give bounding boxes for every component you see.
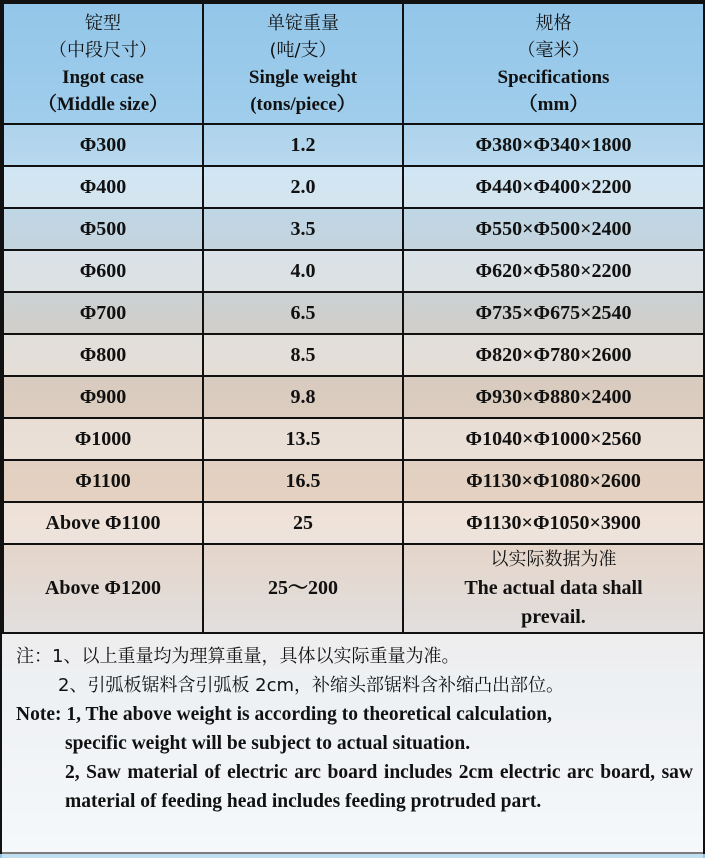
table-row bbox=[3, 502, 704, 544]
weight-cell: 1.2 bbox=[203, 124, 403, 166]
ingot-cell: Φ600 bbox=[3, 250, 203, 292]
spec-cell: Φ440×Φ400×2200 bbox=[403, 166, 704, 208]
header-text: (吨/支） bbox=[269, 39, 337, 61]
header-text: (tons/piece） bbox=[250, 93, 356, 115]
spec-cell: Φ820×Φ780×2600 bbox=[403, 334, 704, 376]
spec-cell: Φ1130×Φ1080×2600 bbox=[403, 460, 704, 502]
ingot-cell: Φ300 bbox=[3, 124, 203, 166]
spec-text: prevail. bbox=[521, 606, 586, 628]
ingot-cell: Φ400 bbox=[3, 166, 203, 208]
header-text: 锭型 bbox=[85, 12, 121, 34]
header-text: （中段尺寸） bbox=[49, 39, 157, 61]
spec-cell: Φ620×Φ580×2200 bbox=[403, 250, 704, 292]
header-text: （mm） bbox=[518, 93, 589, 115]
spec-text: 以实际数据为准 bbox=[490, 549, 617, 570]
note-en-1-cont: specific weight will be subject to actual situation. bbox=[65, 733, 471, 754]
weight-cell: 16.5 bbox=[203, 460, 403, 502]
spec-cell: Φ380×Φ340×1800 bbox=[403, 124, 704, 166]
ingot-cell: Above Φ1200 bbox=[3, 544, 203, 633]
header-text: 单锭重量 bbox=[267, 12, 339, 34]
ingot-cell: Φ1100 bbox=[3, 460, 203, 502]
note-cn-2: 2、引弧板锯料含引弧板 2cm，补缩头部锯料含补缩凸出部位。 bbox=[58, 675, 565, 696]
weight-cell: 8.5 bbox=[203, 334, 403, 376]
note-cn-1: 注：1、以上重量均为理算重量，具体以实际重量为准。 bbox=[16, 646, 460, 667]
spec-cell: Φ930×Φ880×2400 bbox=[403, 376, 704, 418]
table-row bbox=[3, 460, 704, 502]
header-single-weight bbox=[203, 3, 403, 124]
table-row bbox=[3, 334, 704, 376]
ingot-cell: Φ900 bbox=[3, 376, 203, 418]
weight-cell: 4.0 bbox=[203, 250, 403, 292]
header-text: Single weight bbox=[248, 66, 358, 88]
header-text: 规格 bbox=[535, 12, 572, 34]
note-en-1: Note: 1, The above weight is according to theoretical calculation, bbox=[16, 704, 553, 725]
table-row bbox=[3, 166, 704, 208]
header-ingot-case bbox=[3, 3, 203, 124]
spec-cell: Φ735×Φ675×2540 bbox=[403, 292, 704, 334]
table-row bbox=[3, 124, 704, 166]
table-header bbox=[3, 3, 704, 124]
ingot-cell: Φ700 bbox=[3, 292, 203, 334]
weight-cell: 25 bbox=[203, 502, 403, 544]
header-text: Specifications bbox=[497, 66, 610, 88]
spec-cell: Φ550×Φ500×2400 bbox=[403, 208, 704, 250]
header-text: （Middle size） bbox=[37, 93, 169, 115]
ingot-cell: Φ500 bbox=[3, 208, 203, 250]
weight-cell: 2.0 bbox=[203, 166, 403, 208]
note-en-2: 2, Saw material of electric arc board includes 2cm electric arc board, saw material of feeding head includes feeding protruded part. bbox=[65, 762, 693, 812]
table-row bbox=[3, 418, 704, 460]
weight-cell: 3.5 bbox=[203, 208, 403, 250]
spec-text: The actual data shall bbox=[464, 577, 643, 599]
weight-cell: 9.8 bbox=[203, 376, 403, 418]
weight-cell: 13.5 bbox=[203, 418, 403, 460]
table-row bbox=[3, 544, 704, 633]
header-specifications bbox=[403, 3, 704, 124]
ingot-cell: Above Φ1100 bbox=[3, 502, 203, 544]
spec-cell: Φ1130×Φ1050×3900 bbox=[403, 502, 704, 544]
ingot-spec-table bbox=[2, 2, 705, 634]
table-row bbox=[3, 208, 704, 250]
weight-cell: 6.5 bbox=[203, 292, 403, 334]
header-text: Ingot case bbox=[62, 66, 144, 88]
table-row bbox=[3, 376, 704, 418]
ingot-cell: Φ1000 bbox=[3, 418, 203, 460]
spec-cell bbox=[403, 544, 704, 633]
table-row bbox=[3, 292, 704, 334]
notes-section bbox=[2, 634, 703, 858]
header-text: （毫米） bbox=[517, 39, 590, 61]
table-row bbox=[3, 250, 704, 292]
ingot-cell: Φ800 bbox=[3, 334, 203, 376]
spec-cell: Φ1040×Φ1000×2560 bbox=[403, 418, 704, 460]
weight-cell: 25～200 bbox=[203, 544, 403, 633]
